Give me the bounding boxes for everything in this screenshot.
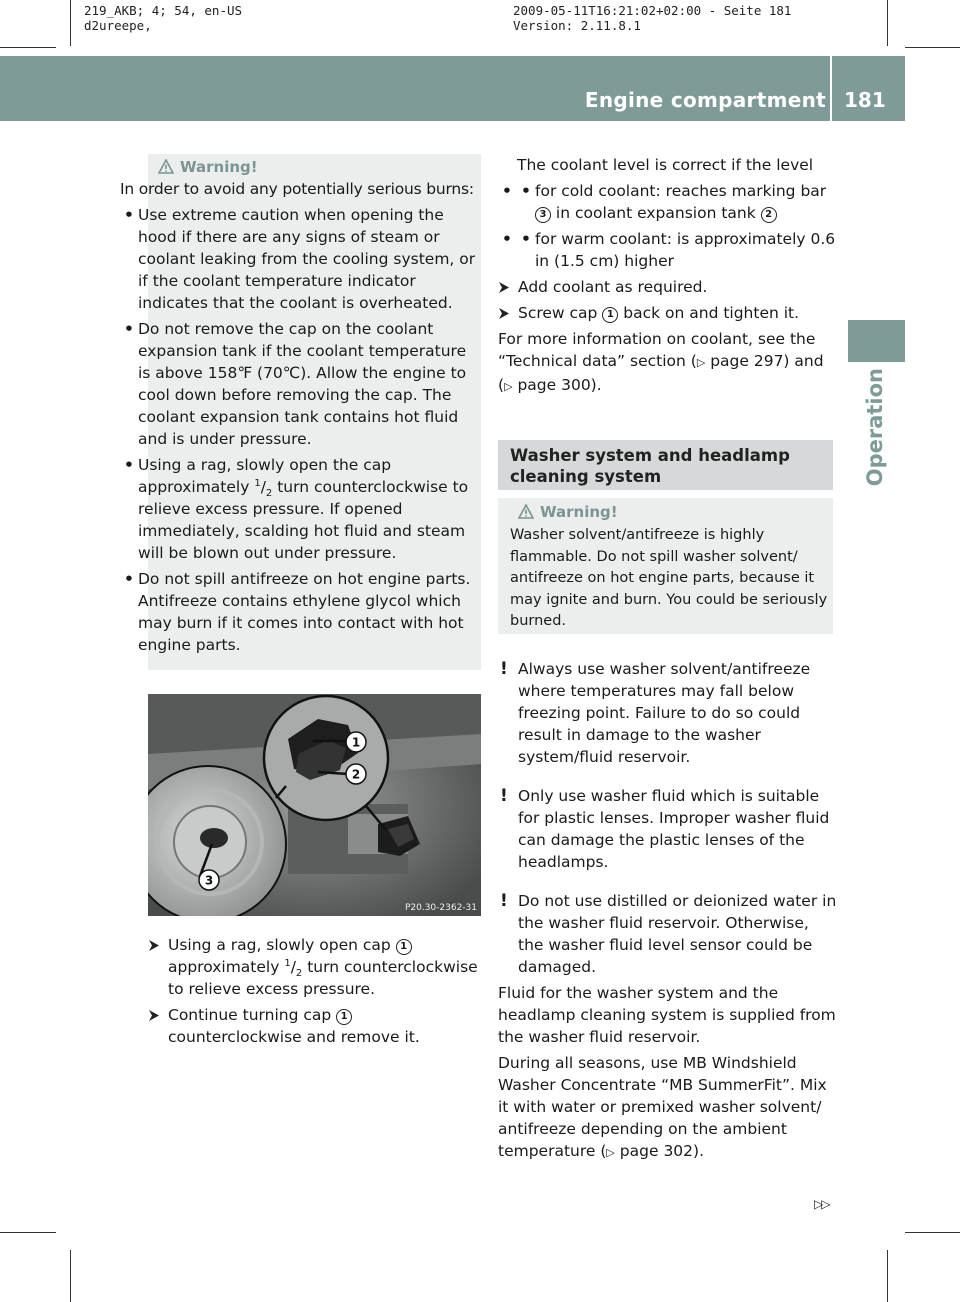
photo-callout-2: 2	[351, 767, 361, 782]
burn-warning-intro: In order to avoid any potentially serious burns:	[120, 180, 474, 198]
warning-triangle-icon	[158, 159, 174, 174]
washer-warning-title: Warning!	[498, 498, 833, 521]
washer-notes	[498, 658, 838, 1164]
coolant-tank-illustration	[148, 694, 481, 916]
coolant-level-section	[498, 154, 838, 398]
washer-section-heading	[498, 440, 833, 490]
washer-body-para2: During all seasons, use MB Windshield Washer Concentrate “MB SummerFit”. Mix it with water or premixed washer solvent/ antifreeze depending on the ambient temperature (▷ page 302).	[498, 1054, 827, 1160]
note-distilled-water: ! Do not use distilled or deionized water in the washer fluid reservoir. Otherwise, the washer fluid level sensor could be damaged.	[500, 891, 837, 976]
burn-warning-bullet: • Do not spill antifreeze on hot engine parts. Antifreeze contains ethylene glycol which may burn if it comes into contact with hot engine parts.	[120, 568, 479, 656]
step-add-coolant: Add coolant as required.	[498, 276, 838, 298]
side-tab-block	[848, 320, 905, 362]
coolant-level-bullet: • • for cold coolant: reaches marking bar 3 in coolant expansion tank 2	[498, 180, 838, 224]
attention-icon: !	[500, 891, 508, 911]
photo-code: P20.30-2362-31	[404, 903, 477, 913]
attention-icon: !	[500, 659, 508, 679]
burn-warning-bullet: • Using a rag, slowly open the cap approximately $^1/_2$ turn counterclockwise to relieve excess pressure. If opened immediately, scalding hot fluid and steam will be blown out under pressure.	[120, 454, 479, 564]
attention-icon: !	[500, 786, 508, 806]
print-meta-right	[513, 3, 791, 33]
left-steps	[148, 934, 483, 1048]
crop-mark	[905, 47, 960, 48]
photo-callout-3: 3	[204, 873, 214, 888]
step-screw-cap: Screw cap 1 back on and tighten it.	[498, 302, 838, 324]
crop-mark	[887, 0, 888, 46]
print-meta-right-line2: Version: 2.11.8.1	[513, 18, 641, 33]
burn-warning-bullet: • Do not remove the cap on the coolant expansion tank if the coolant temperature is above 158℉ (70℃). Allow the engine to cool down before removing the cap. The coolant expansion tank contains hot fluid and is under pressure.	[120, 318, 479, 450]
page-number: 181	[844, 88, 886, 112]
washer-warning-box	[498, 498, 833, 634]
washer-warning-text: Washer solvent/antifreeze is highly flammable. Do not spill washer solvent/ antifreeze on hot engine parts, because it may ignite and burn. You could be seriously burned.	[510, 527, 828, 629]
photo-callout-1: 1	[351, 735, 361, 750]
side-tab	[848, 368, 905, 668]
action-arrow-icon	[149, 940, 159, 951]
burn-warning-bullet: • Use extreme caution when opening the hood if there are any signs of steam or coolant leaking from the cooling system, or if the coolant temperature indicator indicates that the coolant is overheated.	[120, 204, 479, 314]
coolant-tank-photo	[148, 694, 481, 916]
page-ref-icon: ▷	[606, 1146, 615, 1159]
note-antifreeze: ! Always use washer solvent/antifreeze where temperatures may fall below freezing point. Failure to do so could result in damage to the washer system/fluid reservoir.	[500, 659, 811, 766]
print-meta-right-line1: 2009-05-11T16:21:02+02:00 - Seite 181	[513, 3, 792, 18]
print-meta-left-line2: d2ureepe,	[84, 18, 152, 33]
burn-warning-box	[120, 154, 481, 670]
continue-arrows-icon: ▷▷	[814, 1197, 829, 1211]
header-divider	[830, 56, 832, 121]
coolant-info-reference: For more information on coolant, see the “Technical data” section (▷ page 297) and (▷ page 300).	[498, 330, 824, 394]
page-ref-icon: ▷	[504, 380, 513, 393]
coolant-level-bullet: • • for warm coolant: is approximately 0.6 in (1.5 cm) higher	[498, 228, 838, 272]
action-arrow-icon	[499, 308, 509, 319]
washer-section-title: Washer system and headlamp cleaning system	[510, 446, 790, 486]
coolant-level-intro: The coolant level is correct if the level	[517, 156, 814, 174]
burn-warning-title: Warning!	[148, 158, 481, 176]
page-title: Engine compartment	[584, 88, 826, 112]
action-arrow-icon	[149, 1010, 159, 1021]
step-open-cap: Using a rag, slowly open cap 1 approximately $^1/_2$ turn counterclockwise to relieve excess pressure.	[148, 934, 483, 1000]
crop-mark	[70, 1250, 71, 1302]
crop-mark	[887, 1250, 888, 1302]
crop-mark	[0, 47, 56, 48]
warning-triangle-icon	[518, 504, 534, 519]
side-tab-label: Operation	[863, 368, 887, 487]
step-remove-cap: Continue turning cap 1 counterclockwise and remove it.	[148, 1004, 483, 1048]
washer-body-para1: Fluid for the washer system and the headlamp cleaning system is supplied from the washer fluid reservoir.	[498, 984, 836, 1046]
page-ref-icon: ▷	[696, 356, 706, 369]
crop-mark	[70, 0, 71, 46]
print-meta-left-line1: 219_AKB; 4; 54, en-US	[84, 3, 243, 18]
crop-mark	[905, 1232, 960, 1233]
action-arrow-icon	[499, 282, 509, 293]
crop-mark	[0, 1232, 56, 1233]
note-plastic-lenses: ! Only use washer fluid which is suitable for plastic lenses. Improper washer fluid can damage the plastic lenses of the headlamps.	[500, 786, 830, 871]
print-meta-left	[84, 3, 242, 33]
